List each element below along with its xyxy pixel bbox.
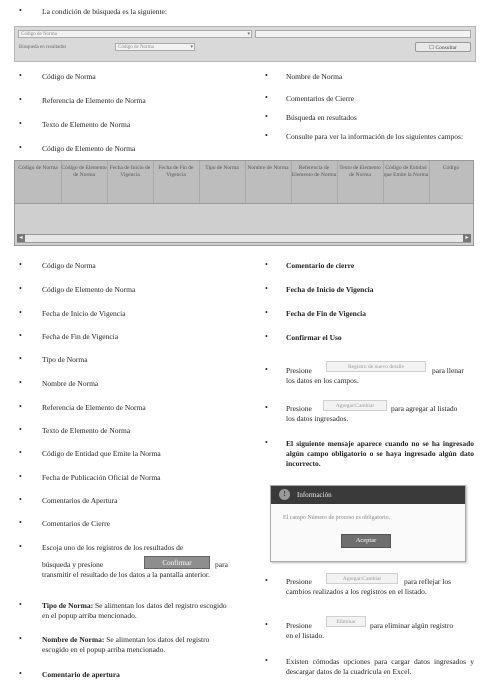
search-in-results-label: Búsqueda en resultados — [19, 45, 67, 50]
choose-text-b1: búsqueda y presione — [42, 560, 104, 569]
list-item: Fecha de Inicio de Vigencia — [42, 309, 126, 318]
list-item: Código de Norma — [42, 72, 96, 81]
grid-col-header[interactable]: Fecha de Inicio de Vigencia — [109, 165, 151, 178]
choose-text-b2: para — [215, 560, 228, 569]
p2-text-b: para agregar al listado — [391, 404, 458, 413]
choose-text-c: transmitir el resultado de los datos a la pantalla anterior. — [42, 570, 210, 579]
grid-col-header[interactable]: Texto de Elemento de Norma — [339, 165, 381, 178]
list-item: Fecha de Inicio de Vigencia — [286, 285, 374, 294]
presione-text: Presione — [286, 404, 312, 413]
info-dialog — [270, 485, 466, 562]
list-item: Nombre de Norma — [286, 72, 343, 81]
comentario-apertura: Comentario de apertura — [42, 670, 120, 679]
consult-button[interactable]: ☐ Consultar — [415, 42, 471, 52]
results-grid — [14, 160, 474, 246]
list-item: Código de Norma — [42, 261, 96, 270]
grid-col-header[interactable]: Código de Entidad que Emite la Norma — [383, 165, 429, 178]
grid-col-header[interactable]: Código de Norma — [18, 165, 58, 171]
excel-options-text: Existen cómodas opciones para cargar datos ingresados y descargar datos de la cuadrícula en Excel. — [286, 657, 474, 676]
list-item: Comentarios de Cierre — [42, 519, 110, 528]
p2-text-c: los datos ingresados. — [286, 414, 349, 423]
search-condition-panel — [14, 26, 476, 62]
checkbox-icon: ☐ — [429, 45, 435, 51]
nombre-norma-note: Nombre de Norma: Se alimentan los datos del registro escogido en el popup arriba mencionado. — [42, 635, 210, 654]
add-change-button[interactable]: Agregar/Cambiar — [326, 573, 398, 584]
warning-text: El siguiente mensaje aparece cuando no se ha ingresado algún campo obligatorio o se haya ingresado algún dato incorrecto. — [286, 439, 474, 468]
scroll-right-icon[interactable]: ▸ — [463, 234, 471, 242]
grid-col-header[interactable]: Nombre de Norma — [247, 165, 289, 171]
info-icon: ! — [279, 489, 290, 500]
dialog-title: Información — [297, 491, 332, 499]
bullet: • — [19, 6, 22, 15]
list-item: Fecha de Publicación Oficial de Norma — [42, 473, 161, 482]
list-item: Referencia de Elemento de Norma — [42, 403, 146, 412]
consult-text: Consulte para ver la información de los siguientes campos: — [286, 132, 464, 141]
grid-col-header[interactable]: Fecha de Fin de Vigencia — [158, 165, 194, 178]
list-item: Búsqueda en resultados — [286, 113, 357, 122]
list-item: Texto de Elemento de Norma — [42, 120, 131, 129]
chevron-down-icon: ▾ — [190, 45, 193, 50]
confirm-button[interactable]: Confirmar — [144, 556, 210, 569]
grid-col-header[interactable]: Referencia de Elemento de Norma — [291, 165, 337, 178]
list-item: Confirmar el Uso — [286, 333, 342, 342]
list-item: Comentarios de Cierre — [286, 94, 354, 103]
list-item: Nombre de Norma — [42, 379, 99, 388]
delete-button[interactable]: Eliminar — [326, 616, 366, 627]
list-item: Comentario de cierre — [286, 261, 355, 270]
presione-text: Presione — [286, 621, 312, 630]
search-field-code[interactable]: Código de Norma ▾ — [18, 30, 252, 38]
presione-text: Presione — [286, 577, 312, 586]
intro-text: La condición de búsqueda es la siguiente: — [42, 7, 167, 16]
list-item: Tipo de Norma — [42, 355, 88, 364]
list-item: Código de Entidad que Emite la Norma — [42, 449, 161, 458]
grid-col-header[interactable]: Código — [442, 165, 460, 171]
search-text-input[interactable] — [255, 30, 471, 38]
p4-text-b: para eliminar algún registro — [370, 621, 454, 630]
p1-text-c: los datos en los campos. — [286, 376, 359, 385]
accept-button[interactable]: Aceptar — [341, 534, 391, 548]
list-item: Fecha de Fin de Vigencia — [286, 309, 366, 318]
list-item: Referencia de Elemento de Norma — [42, 96, 146, 105]
p1-text-b: para llenar — [432, 366, 464, 375]
presione-text: Presione — [286, 366, 312, 375]
grid-header — [15, 161, 473, 204]
list-item: Comentarios de Apertura — [42, 496, 118, 505]
search-field-select[interactable]: Código de Norma ▾ — [115, 43, 195, 51]
list-item: Código de Elemento de Norma — [42, 285, 136, 294]
dialog-message: El campo Número de proceso es obligatorio. — [283, 515, 391, 521]
new-detail-button[interactable]: Registro de nuevo detalle — [326, 361, 426, 372]
p3-text-b: para reflejar los — [404, 577, 452, 586]
list-item: Código de Elemento de Norma — [42, 144, 136, 153]
list-item: Fecha de Fin de Vigencia — [42, 332, 119, 341]
p3-text-c: cambios realizados a los registros en el listado. — [286, 587, 427, 596]
scroll-left-icon[interactable]: ◂ — [17, 234, 25, 242]
add-change-button[interactable]: Agregar/Cambiar — [323, 400, 387, 411]
choose-text-a: Escoja uno de los registros de los resultados de — [42, 543, 184, 552]
list-item: Texto de Elemento de Norma — [42, 426, 131, 435]
grid-col-header[interactable]: Código de Elemento de Norma — [61, 165, 107, 178]
horizontal-scrollbar[interactable] — [17, 234, 471, 243]
grid-col-header[interactable]: Tipo de Norma — [205, 165, 239, 171]
p4-text-c: en el listado. — [286, 631, 325, 640]
tipo-norma-note: Tipo de Norma: Se alimentan los datos del registro escogido en el popup arriba mencionado. — [42, 601, 227, 620]
dialog-header — [271, 486, 465, 504]
chevron-down-icon: ▾ — [247, 32, 250, 37]
